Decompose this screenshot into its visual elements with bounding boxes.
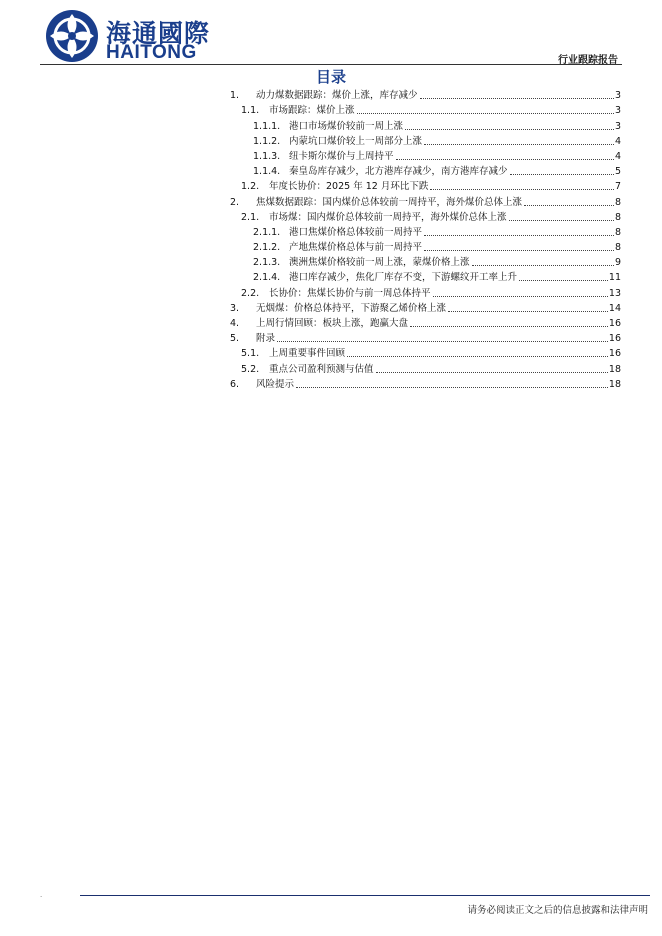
toc-leader-dots	[448, 310, 608, 312]
toc-entry-page: 11	[608, 272, 621, 284]
toc-entry-page: 3	[614, 90, 621, 102]
toc-entry-page: 8	[614, 211, 621, 223]
toc-entry-page: 8	[614, 226, 621, 238]
toc-entry-page: 14	[608, 302, 621, 314]
toc-entry-title: 动力煤数据跟踪：煤价上涨，库存减少	[256, 90, 418, 102]
toc-entry[interactable]	[228, 133, 621, 148]
toc-entry[interactable]	[228, 117, 621, 132]
toc-entry[interactable]	[228, 178, 621, 193]
table-of-contents	[228, 87, 621, 391]
toc-entry-number: 5.	[230, 333, 240, 345]
toc-entry-title: 港口焦煤价格总体较前一周持平	[289, 226, 423, 238]
header-divider	[40, 64, 622, 65]
toc-entry-page: 4	[614, 135, 621, 147]
toc-leader-dots	[430, 188, 614, 190]
toc-entry-page: 13	[608, 287, 621, 299]
toc-entry-title: 产地焦煤价格总体与前一周持平	[289, 242, 423, 254]
toc-leader-dots	[433, 295, 608, 297]
toc-entry-title: 长协价：焦煤长协价与前一周总体持平	[269, 287, 431, 299]
toc-leader-dots	[396, 158, 614, 160]
toc-entry-number: 6.	[230, 378, 240, 390]
toc-leader-dots	[347, 355, 608, 357]
toc-entry[interactable]	[228, 284, 621, 299]
toc-entry-page: 4	[614, 150, 621, 162]
toc-entry-title: 纽卡斯尔煤价与上周持平	[289, 150, 394, 162]
toc-entry-title: 内蒙坑口煤价较上一周部分上涨	[289, 135, 423, 147]
toc-entry-title: 秦皇岛库存减少，北方港库存减少，南方港库存减少	[289, 166, 508, 178]
toc-entry-title: 附录	[256, 333, 276, 345]
haitong-logo-icon	[44, 8, 100, 64]
toc-entry-number: 1.2.	[241, 181, 260, 193]
toc-entry-page: 18	[608, 378, 621, 390]
toc-entry-number: 2.1.	[241, 211, 260, 223]
toc-entry[interactable]	[228, 224, 621, 239]
toc-entry[interactable]	[228, 360, 621, 375]
toc-entry-number: 3.	[230, 302, 240, 314]
toc-entry-number: 2.1.1.	[253, 226, 281, 238]
toc-leader-dots	[376, 371, 608, 373]
toc-entry[interactable]	[228, 102, 621, 117]
toc-entry-page: 18	[608, 363, 621, 375]
footer-divider	[80, 895, 650, 896]
toc-entry-number: 5.1.	[241, 348, 260, 360]
disclaimer-note: 请务必阅读正文之后的信息披露和法律声明	[467, 905, 648, 916]
logo-english-name: HAITONG	[106, 42, 197, 63]
toc-leader-dots	[424, 249, 614, 251]
toc-entry-title: 年度长协价：2025 年 12 月环比下跌	[269, 181, 429, 193]
toc-entry-number: 2.1.2.	[253, 242, 281, 254]
toc-entry-number: 1.1.4.	[253, 166, 281, 178]
toc-entry-page: 8	[614, 242, 621, 254]
toc-entry-page: 16	[608, 318, 621, 329]
toc-entry-title: 港口库存减少，焦化厂库存不变，下游螺纹开工率上升	[289, 272, 518, 284]
toc-leader-dots	[296, 386, 608, 388]
toc-entry-title: 上周行情回顾：板块上涨，跑赢大盘	[256, 318, 409, 329]
toc-entry-number: 1.1.3.	[253, 150, 281, 162]
toc-entry-page: 3	[614, 120, 621, 132]
toc-entry[interactable]	[228, 163, 621, 178]
toc-entry[interactable]	[228, 254, 621, 269]
logo-chinese-name: 海通國際	[106, 19, 211, 48]
toc-leader-dots	[277, 340, 608, 342]
toc-entry[interactable]	[228, 330, 621, 345]
toc-entry-title: 风险提示	[256, 378, 295, 390]
toc-entry[interactable]	[228, 376, 621, 391]
company-logo	[44, 8, 211, 64]
toc-entry-page: 9	[614, 257, 621, 269]
toc-entry-title: 澳洲焦煤价格较前一周上涨，蒙煤价格上涨	[289, 257, 470, 269]
toc-leader-dots	[410, 325, 608, 327]
toc-entry-title: 港口市场煤价较前一周上涨	[289, 120, 404, 132]
toc-leader-dots	[420, 97, 614, 99]
toc-entry-title: 无烟煤：价格总体持平，下游聚乙烯价格上涨	[256, 302, 447, 314]
toc-entry-number: 4.	[230, 318, 240, 329]
toc-entry-number: 1.1.	[241, 105, 260, 117]
toc-entry-page: 3	[614, 105, 621, 117]
toc-entry-title: 市场跟踪：煤价上涨	[269, 105, 355, 117]
toc-entry[interactable]	[228, 269, 621, 284]
toc-entry-number: 2.1.3.	[253, 257, 281, 269]
toc-entry-title: 上周重要事件回顾	[269, 348, 346, 360]
toc-entry[interactable]	[228, 209, 621, 224]
toc-entry-number: 2.1.4.	[253, 272, 281, 284]
toc-leader-dots	[405, 128, 614, 130]
toc-entry-title: 焦煤数据跟踪：国内煤价总体较前一周持平，海外煤价总体上涨	[256, 196, 523, 208]
toc-leader-dots	[519, 279, 608, 281]
toc-entry[interactable]	[228, 239, 621, 254]
toc-entry-number: 1.	[230, 90, 240, 102]
toc-entry-page: 7	[614, 181, 621, 193]
toc-leader-dots	[510, 173, 614, 175]
toc-entry-title: 市场煤：国内煤价总体较前一周持平，海外煤价总体上涨	[269, 211, 507, 223]
toc-entry-number: 1.1.2.	[253, 135, 281, 147]
toc-entry-page: 16	[608, 333, 621, 345]
toc-entry-number: 2.2.	[241, 287, 260, 299]
toc-entry[interactable]	[228, 315, 621, 330]
toc-title: 目录	[315, 68, 346, 86]
footer-mark: ·	[40, 893, 43, 901]
toc-entry[interactable]	[228, 148, 621, 163]
toc-entry[interactable]	[228, 300, 621, 315]
toc-entry-number: 1.1.1.	[253, 120, 281, 132]
toc-entry[interactable]	[228, 193, 621, 208]
toc-leader-dots	[472, 264, 614, 266]
toc-entry-number: 5.2.	[241, 363, 260, 375]
toc-entry-page: 16	[608, 348, 621, 360]
toc-entry-number: 2.	[230, 196, 240, 208]
toc-entry-page: 8	[614, 196, 621, 208]
toc-leader-dots	[509, 219, 614, 221]
toc-leader-dots	[424, 234, 614, 236]
toc-entry-page: 5	[614, 166, 621, 178]
toc-entry-title: 重点公司盈利预测与估值	[269, 363, 374, 375]
report-type-label: 行业跟踪报告	[558, 55, 618, 66]
toc-leader-dots	[424, 143, 614, 145]
toc-entry[interactable]	[228, 87, 621, 102]
toc-entry[interactable]	[228, 345, 621, 360]
toc-leader-dots	[357, 112, 614, 114]
toc-leader-dots	[524, 204, 614, 206]
